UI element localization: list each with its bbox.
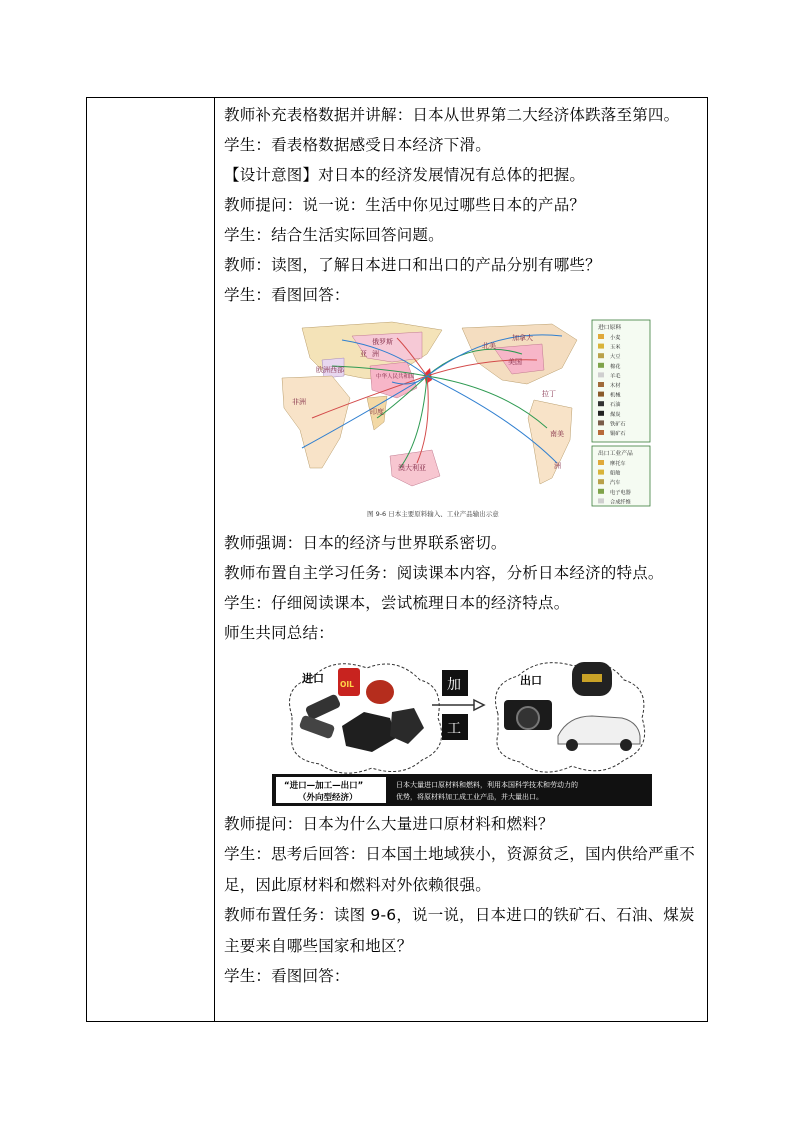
legend-swatch-icon [598,344,604,349]
map-label: 亚 [360,350,367,358]
map-label: 俄罗斯 [372,338,393,346]
legend-swatch-icon [598,372,604,377]
text-line: 教师提问：日本为什么大量进口原材料和燃料？ [224,815,554,833]
legend-item: 木材 [610,383,621,389]
legend-swatch-icon [598,479,604,484]
legend-title: 出口工业产品 [598,451,633,457]
legend-item: 羊毛 [610,373,621,380]
oil-drum-icon [366,680,394,704]
text-line: 师生共同总结： [224,624,334,642]
text-line: 【设计意图】对日本的经济发展情况有总体的把握。 [224,166,586,184]
legend-item: 机械 [610,392,621,399]
text-line: 学生：结合生活实际回答问题。 [224,226,444,244]
legend-swatch-icon [598,430,604,435]
car-wheel [566,739,578,751]
camera-lens-icon [517,707,539,729]
map-label: 非洲 [292,398,306,406]
legend-item: 汽车 [610,480,621,487]
legend-item: 大豆 [610,354,621,361]
lesson-table [86,97,708,1022]
legend-item: 电子电器 [610,489,631,496]
text-line: 教师补充表格数据并讲解：日本从世界第二大经济体跌落至第四。 [224,106,680,124]
table-right-column [216,98,707,1021]
legend-item: 石油 [610,402,621,409]
legend-swatch-icon [598,470,604,475]
map-label: 洲 [372,350,379,358]
text-line: 教师提问：说一说：生活中你见过哪些日本的产品？ [224,196,586,214]
legend-item: 铜矿石 [610,431,626,437]
legend-item: 棉花 [610,363,621,370]
map-legend [592,320,650,506]
model-subtitle: （外向型经济） [298,793,358,803]
map-label: 澳大利亚 [398,464,426,472]
export-label: 出口 [520,674,542,687]
map-label: 洲 [554,462,561,470]
map-label: 美国 [508,358,522,366]
legend-swatch-icon [598,498,604,503]
japan-trade-map-figure [272,318,652,523]
map-label: 欧洲西部 [316,366,344,374]
legend-swatch-icon [598,334,604,339]
map-label: 北美 [482,342,496,350]
legend-swatch-icon [598,420,604,425]
process-char: 工 [447,721,461,737]
legend-item: 煤炭 [610,411,621,418]
legend-item: 小麦 [610,335,621,341]
text-line: 教师布置自主学习任务：阅读课本内容，分析日本经济的特点。 [224,564,664,582]
map-label: 中华人民共和国 [376,374,415,380]
table-left-column [87,98,215,1021]
model-desc: 日本大量进口原材料和燃料，利用本国科学技术和劳动力的 [396,781,578,789]
legend-item: 合成纤维 [610,499,631,506]
text-line: 教师强调：日本的经济与世界联系密切。 [224,534,507,552]
legend-swatch-icon [598,489,604,494]
text-paragraph: 学生：思考后回答：日本国土地域狭小，资源贫乏，国内供给严重不足，因此原材料和燃料对外依赖很强。 [224,845,696,894]
rice-cooker-panel [582,674,602,682]
legend-swatch-icon [598,363,604,368]
legend-swatch-icon [598,353,604,358]
text-line: 学生：看图回答： [224,286,350,304]
legend-swatch-icon [598,460,604,465]
legend-swatch-icon [598,382,604,387]
arrow-head-icon [474,700,484,710]
process-char: 加 [447,677,461,693]
text-line: 学生：仔细阅读课本，尝试梳理日本的经济特点。 [224,594,570,612]
legend-swatch-icon [598,392,604,397]
oil-text: OIL [340,680,354,689]
legend-item: 船舶 [610,470,621,477]
model-desc: 优势，将原材料加工成工业产品，并大量出口。 [396,793,543,801]
map-caption: 图 9-6 日本主要原料输入、工业产品输出示意 [367,510,499,518]
import-label: 进口 [302,672,324,685]
legend-item: 铁矿石 [610,421,626,428]
text-line: 学生：看图回答： [224,967,350,985]
legend-item: 玉米 [610,344,621,351]
map-label: 南美 [550,430,564,438]
text-paragraph: 教师布置任务：读图 9-6，说一说，日本进口的铁矿石、石油、煤炭主要来自哪些国家和地区？ [224,906,695,955]
map-label: 加拿大 [512,334,533,342]
text-line: 学生：看表格数据感受日本经济下滑。 [224,136,491,154]
legend-item: 摩托车 [610,461,626,467]
legend-swatch-icon [598,401,604,406]
map-label: 拉丁 [542,390,556,398]
legend-title: 进口原料 [598,325,622,331]
process-diagram [272,656,652,806]
car-wheel [620,739,632,751]
text-line: 教师：读图，了解日本进口和出口的产品分别有哪些？ [224,256,601,274]
model-title: “进口—加工—出口” [284,781,364,791]
legend-swatch-icon [598,411,604,416]
map-label: 印度 [370,408,384,416]
